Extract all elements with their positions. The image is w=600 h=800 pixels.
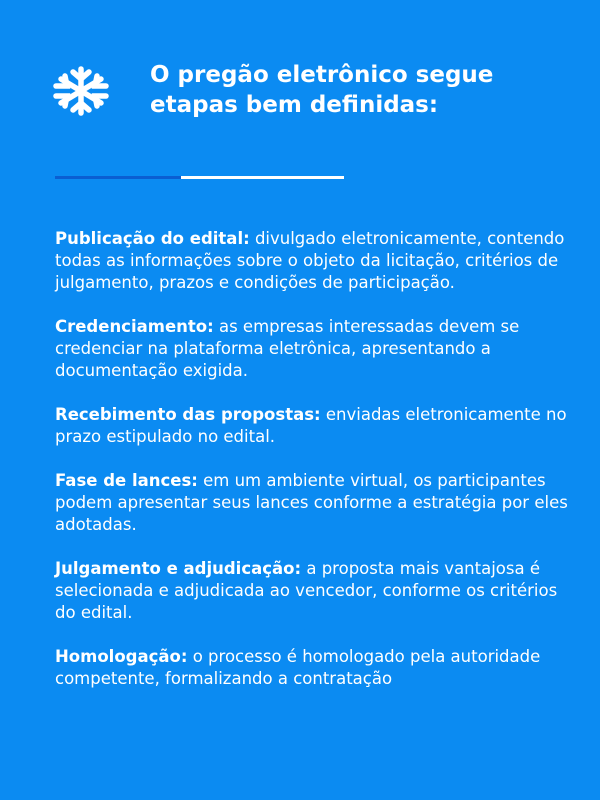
step-description: as empresas interessadas devem se credenciar na plataforma eletrônica, apresentando a documentação exigida. (55, 317, 520, 380)
step-item (55, 228, 575, 294)
divider-white-segment (181, 176, 344, 179)
steps-list (55, 228, 575, 712)
step-term: Publicação do edital: (55, 229, 250, 248)
step-description: o processo é homologado pela autoridade competente, formalizando a contratação (55, 647, 541, 688)
step-item (55, 558, 575, 624)
step-term: Credenciamento: (55, 317, 214, 336)
step-description: enviadas eletronicamente no prazo estipulado no edital. (55, 405, 567, 446)
step-item (55, 470, 575, 536)
step-term: Recebimento das propostas: (55, 405, 321, 424)
step-term: Julgamento e adjudicação: (55, 559, 302, 578)
step-item (55, 646, 575, 690)
step-item (55, 404, 575, 448)
snowflake-icon (52, 64, 110, 118)
step-description: a proposta mais vantajosa é selecionada e adjudicada ao vencedor, conforme os critérios do edital. (55, 559, 558, 622)
step-term: Homologação: (55, 647, 188, 666)
step-description: em um ambiente virtual, os participantes podem apresentar seus lances conforme a estratégia por eles adotadas. (55, 471, 568, 534)
step-item (55, 316, 575, 382)
page-title: O pregão eletrônico segue etapas bem definidas: (150, 62, 494, 118)
divider-accent-segment (55, 176, 181, 179)
step-term: Fase de lances: (55, 471, 198, 490)
step-description: divulgado eletronicamente, contendo todas as informações sobre o objeto da licitação, critérios de julgamento, prazos e condições de participação. (55, 229, 565, 292)
divider (55, 176, 344, 179)
